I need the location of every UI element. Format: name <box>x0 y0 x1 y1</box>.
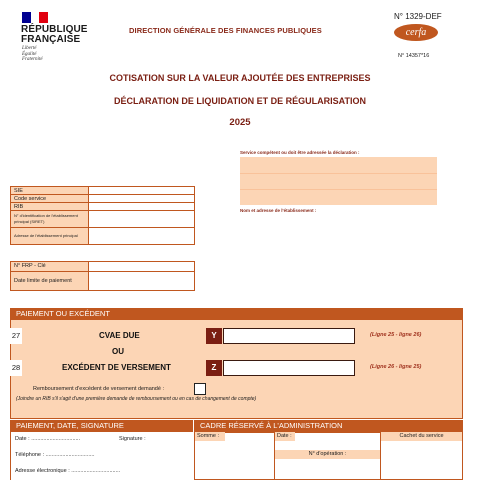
republique-francaise-logo <box>21 25 88 45</box>
form-title-line2: DÉCLARATION DE LIQUIDATION ET DE RÉGULARISATION <box>114 96 366 106</box>
code-service-field[interactable] <box>89 195 195 203</box>
remboursement-label: Remboursement d'excédent de versement demandé : <box>33 386 164 392</box>
code-service-label: Code service <box>11 195 89 203</box>
rib-field[interactable] <box>89 203 195 211</box>
adresse-field[interactable] <box>89 228 195 245</box>
frp-cle-field[interactable] <box>89 262 195 272</box>
siret-field[interactable] <box>89 211 195 228</box>
cerfa-number: N° 14357*16 <box>398 53 430 59</box>
frp-table <box>10 261 195 291</box>
excedent-label: EXCÉDENT DE VERSEMENT <box>62 363 171 372</box>
letter-y: Y <box>206 328 222 344</box>
date-limite-field[interactable] <box>89 271 195 290</box>
service-address-field[interactable] <box>240 157 437 205</box>
frp-cle-label: N° FRP - Clé <box>11 262 89 272</box>
republique-line2: FRANÇAISE <box>21 34 81 45</box>
sie-field[interactable] <box>89 187 195 195</box>
form-year: 2025 <box>229 117 251 128</box>
telephone-field[interactable]: Téléphone : ................................ <box>15 452 95 458</box>
admin-header: CADRE RÉSERVÉ À L'ADMINISTRATION <box>194 420 463 432</box>
table-row <box>11 195 195 203</box>
adresse-label: Adresse de l'établissement principal <box>11 228 89 245</box>
direction-title: DIRECTION GÉNÉRALE DES FINANCES PUBLIQUES <box>129 26 322 35</box>
table-row <box>11 228 195 245</box>
excedent-field[interactable] <box>223 360 355 376</box>
service-label: Service compétent ou doit être adressée la déclaration : <box>240 150 360 155</box>
devise-liberte: Liberté <box>22 46 37 51</box>
table-row <box>11 211 195 228</box>
or-label: OU <box>112 347 124 356</box>
table-row <box>11 203 195 211</box>
email-field[interactable]: Adresse électronique : ................................ <box>15 468 121 474</box>
line-27-number: 27 <box>10 328 22 344</box>
table-row <box>11 262 195 272</box>
cvae-due-field[interactable] <box>223 328 355 344</box>
paiement-header: PAIEMENT OU EXCÉDENT <box>10 308 463 320</box>
date-limite-label: Date limite de paiement <box>11 271 89 290</box>
rib-note: (Joindre un RIB s'il s'agit d'une première demande de remboursement ou en cas de changement de compte) <box>16 396 257 402</box>
etablissement-label: Nom et adresse de l'établissement : <box>240 208 317 213</box>
signature-header: PAIEMENT, DATE, SIGNATURE <box>10 420 193 432</box>
somme-label: Somme : <box>195 432 225 441</box>
cvae-due-label: CVAE DUE <box>99 331 140 340</box>
letter-z: Z <box>206 360 222 376</box>
table-row <box>11 187 195 195</box>
siret-label: N° d'identification de l'établissement principal (SIRET) <box>11 211 89 228</box>
identification-table <box>10 186 195 245</box>
devise-fraternite: Fraternité <box>22 57 43 62</box>
table-row <box>11 271 195 290</box>
cerfa-logo: cerfa <box>394 24 438 41</box>
remboursement-checkbox[interactable] <box>194 383 206 395</box>
devise <box>22 46 43 63</box>
admin-date-label: Date : <box>275 432 295 441</box>
signature-field[interactable]: Signature : <box>119 436 146 442</box>
line-27-hint: (Ligne 25 - ligne 26) <box>370 332 422 338</box>
cachet-label: Cachet du service <box>381 432 462 441</box>
form-title-line1: COTISATION SUR LA VALEUR AJOUTÉE DES ENTREPRISES <box>109 73 371 83</box>
devise-egalite: Égalité <box>22 51 37 57</box>
sie-label: SIE <box>11 187 89 195</box>
date-field[interactable]: Date : ................................ <box>15 436 81 442</box>
form-number: N° 1329-DEF <box>394 12 442 21</box>
operation-label: N° d'opération : <box>275 450 380 459</box>
marianne-flag-icon <box>22 12 48 23</box>
rib-label: RIB <box>11 203 89 211</box>
republique-line1: RÉPUBLIQUE <box>21 24 88 35</box>
line-28-hint: (Ligne 26 - ligne 25) <box>370 364 422 370</box>
line-28-number: 28 <box>10 360 22 376</box>
